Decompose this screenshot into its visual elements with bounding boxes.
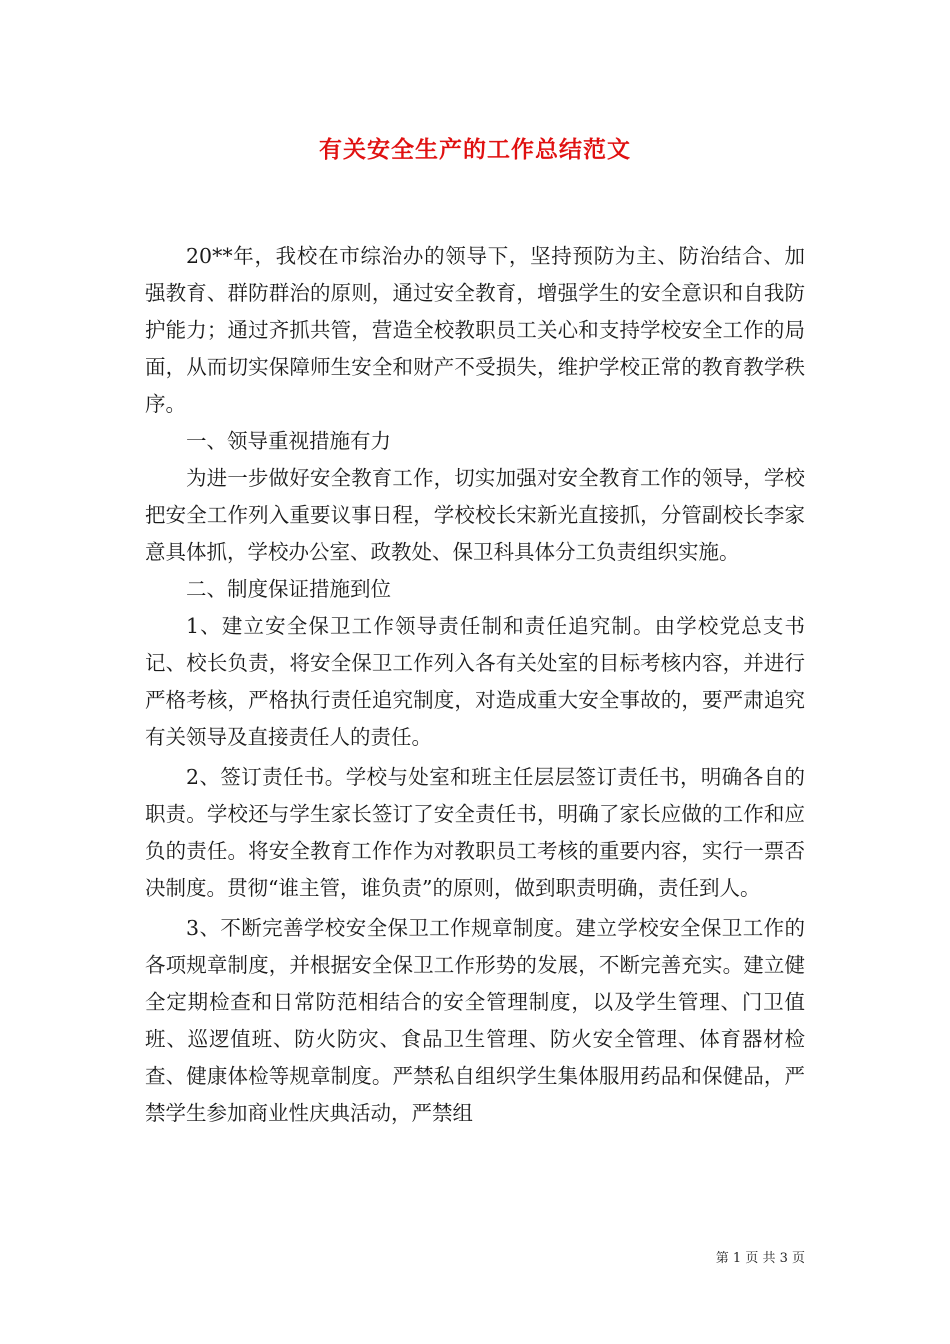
- paragraph-intro: 20**年，我校在市综治办的领导下，坚持预防为主、防治结合、加强教育、群防群治的原则，通过安全教育，增强学生的安全意识和自我防护能力；通过齐抓共管，营造全校教职员工关心和支持学校安全工作的局面，从而切实保障师生安全和财产不受损失，维护学校正常的教育教学秩序。: [145, 244, 805, 416]
- paragraph-section-1: 为进一步做好安全教育工作，切实加强对安全教育工作的领导，学校把安全工作列入重要议事日程，学校校长宋新光直接抓，分管副校长李家意具体抓，学校办公室、政教处、保卫科具体分工负责组织实施。: [145, 466, 805, 564]
- paragraph-item-3: 3、不断完善学校安全保卫工作规章制度。建立学校安全保卫工作的各项规章制度，并根据安全保卫工作形势的发展，不断完善充实。建立健全定期检查和日常防范相结合的安全管理制度，以及学生管理、门卫值班、巡逻值班、防火防灾、食品卫生管理、防火安全管理、体育器材检查、健康体检等规章制度。严禁私自组织学生集体服用药品和保健品，严禁学生参加商业性庆典活动，严禁组: [145, 916, 805, 1125]
- document-body: [145, 238, 805, 1132]
- paragraph-item-2: 2、签订责任书。学校与处室和班主任层层签订责任书，明确各自的职责。学校还与学生家长签订了安全责任书，明确了家长应做的工作和应负的责任。将安全教育工作作为对教职员工考核的重要内容，实行一票否决制度。贯彻“谁主管，谁负责”的原则，做到职责明确，责任到人。: [145, 765, 805, 900]
- heading-section-1: 一、领导重视措施有力: [186, 429, 391, 453]
- document-title: 有关安全生产的工作总结范文: [319, 136, 631, 163]
- page-number: 第 1 页 共 3 页: [715, 1251, 805, 1266]
- heading-section-2: 二、制度保证措施到位: [186, 577, 391, 601]
- paragraph-item-1: 1、建立安全保卫工作领导责任制和责任追究制。由学校党总支书记、校长负责，将安全保卫工作列入各有关处室的目标考核内容，并进行严格考核，严格执行责任追究制度，对造成重大安全事故的，要严肃追究有关领导及直接责任人的责任。: [145, 614, 805, 749]
